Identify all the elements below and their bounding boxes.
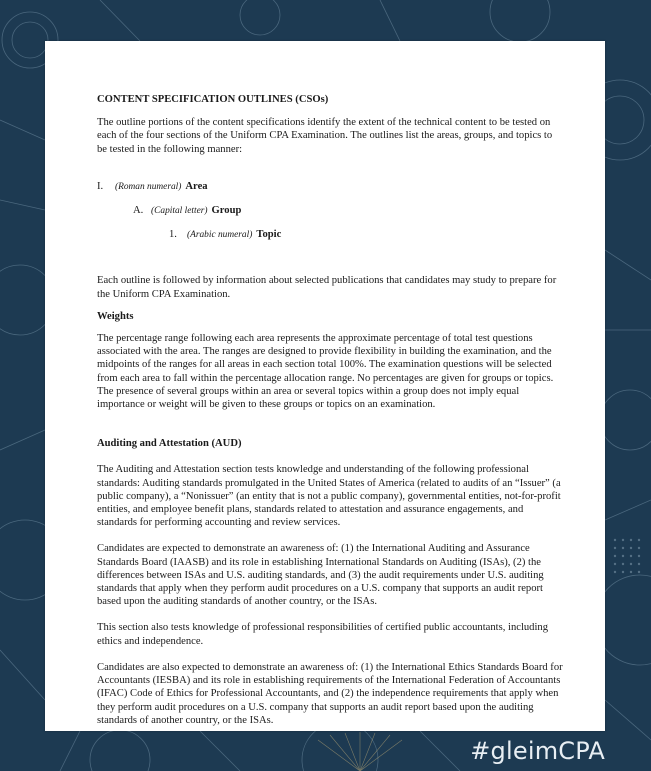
page-title: CONTENT SPECIFICATION OUTLINES (CSOs) bbox=[97, 94, 329, 105]
outline-number: I. bbox=[97, 180, 104, 192]
hashtag-watermark: #gleimCPA bbox=[470, 737, 605, 765]
aud-paragraph: Candidates are expected to demonstrate an awareness of: (1) the International Auditing and Assurance Standards Board (IAASB) and its role in establishing International Standards on Auditing (ISAs), (2) the differences between ISAs and U.S. auditing standards, and (3) the audit requirements under U.S. auditing standards that apply when they perform audit procedures on a U.S. company that supports an audit report based upon the auditing standards of another country, or the ISAs. bbox=[97, 543, 544, 608]
document-content bbox=[97, 93, 563, 727]
weights-heading: Weights bbox=[97, 310, 134, 322]
outline-description: (Capital letter) bbox=[151, 206, 208, 217]
outline-number: 1. bbox=[169, 229, 177, 241]
weights-paragraph: The percentage range following each area represents the approximate percentage of total test questions associated with the area. The ranges are designed to provide flexibility in building the examination, and the midpoints of the ranges for all areas in each section total 100%. The examination questions will be selected from each area to fall within the percentage allocation range. No percentages are given for groups or topics. The presence of several groups within an area or several topics within a group does not imply equal importance or weight will be given to these groups or topics on an examination. bbox=[97, 333, 554, 411]
aud-paragraph: Candidates are also expected to demonstrate an awareness of: (1) the International Ethics Standards Board for Accountants (IESBA) and its role in establishing requirements of the International Federation of Accountants (IFAC) Code of Ethics for Professional Accountants, and (2) the independence requirements that apply when they perform audit procedures on a U.S. company that supports an audit report based upon the auditing standards of another country, or the ISAs. bbox=[97, 661, 563, 726]
aud-heading: Auditing and Attestation (AUD) bbox=[97, 438, 242, 450]
document-page bbox=[45, 41, 605, 731]
intro-paragraph: The outline portions of the content specifications identify the extent of the technical content to be tested on each of the four sections of the Uniform CPA Examination. The outlines list the areas, groups, and topics to be tested in the following manner: bbox=[97, 117, 553, 155]
outline-row-topic bbox=[97, 228, 563, 242]
outline-description: (Arabic numeral) bbox=[187, 230, 253, 241]
outline-description: (Roman numeral) bbox=[115, 181, 182, 192]
outline-example bbox=[97, 180, 563, 243]
aud-paragraph: This section also tests knowledge of professional responsibilities of certified public accountants, including ethics and independence. bbox=[97, 622, 549, 647]
outline-name: Area bbox=[185, 180, 208, 192]
publications-paragraph: Each outline is followed by information about selected publications that candidates may study to prepare for the Uniform CPA Examination. bbox=[97, 275, 557, 300]
aud-paragraph: The Auditing and Attestation section tests knowledge and understanding of the following professional standards: Auditing standards promulgated in the United States of America (related to audits of an “Issuer” (a public company), a “Nonissuer” (an entity that is not a public company), governmental entities, not-for-profit entities, and employee benefit plans, standards related to attestation and assurance engagements, and standards for performing accounting and review services. bbox=[97, 464, 561, 529]
outline-name: Group bbox=[211, 205, 242, 217]
outline-name: Topic bbox=[256, 229, 282, 241]
outline-row-group bbox=[97, 204, 563, 218]
outline-row-area bbox=[97, 180, 563, 194]
outline-number: A. bbox=[133, 205, 144, 217]
